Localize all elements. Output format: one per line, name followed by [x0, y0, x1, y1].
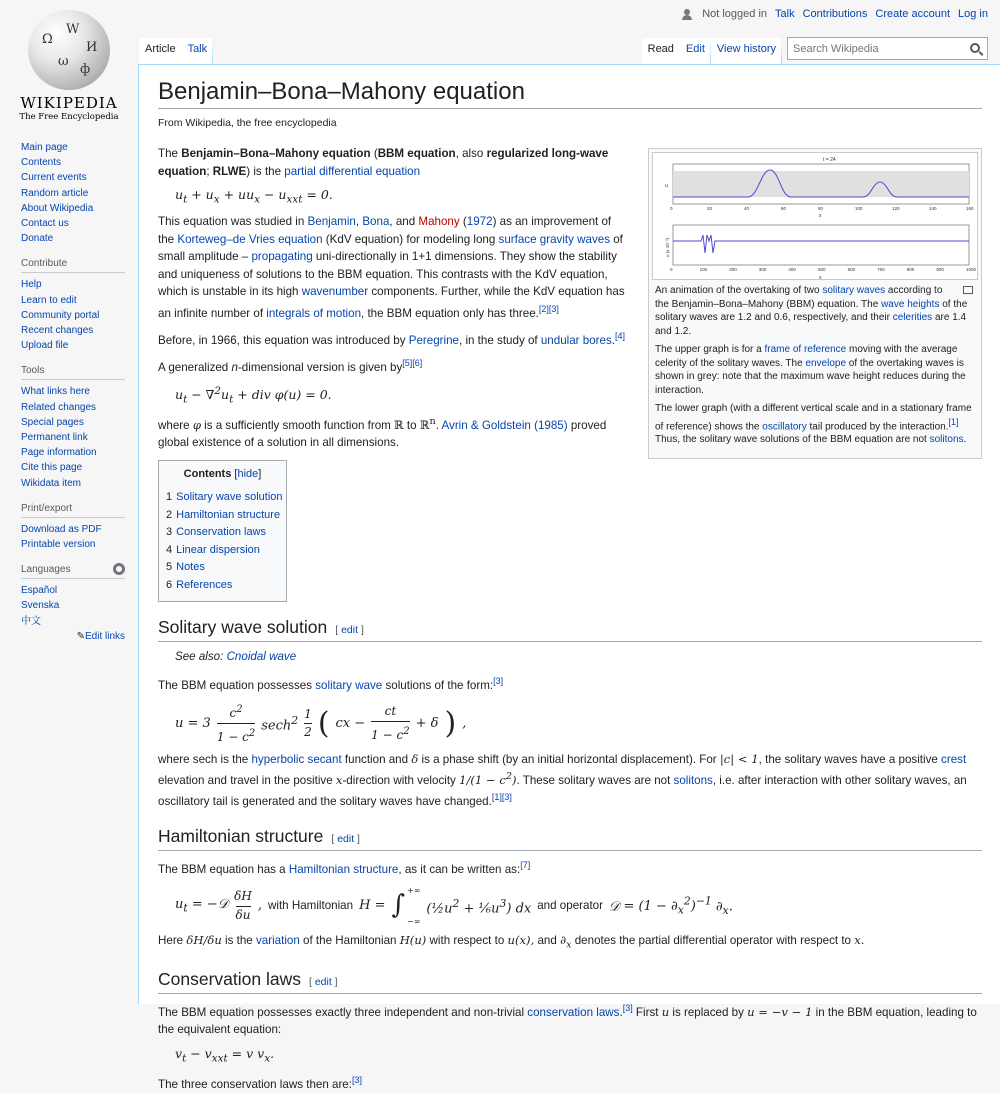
- sech-paragraph: where sech is the hyperbolic secant function and δ is a phase shift (by an initial horizontal displacement). For |c| < 1, the solitary waves have a positive crest elevation and travel in the positive x-direction with velocity $1/(1 - c^2)$. These solitary waves are not solitons, i.e. after interaction with other solitary waves, an oscillatory tail is generated and the solitary waves have changed.[1][3]: [158, 751, 967, 809]
- caption-link-solitary-waves[interactable]: solitary waves: [822, 285, 886, 296]
- link-kdv[interactable]: Korteweg–de Vries equation: [177, 232, 323, 246]
- plot-tick-label: 300: [758, 267, 767, 272]
- sidebar-language-item: [21, 583, 125, 598]
- sidebar-nav-item: [21, 140, 125, 155]
- gear-icon[interactable]: [113, 563, 125, 575]
- plot-tick-label: 700: [877, 267, 885, 272]
- sidebar-nav-link[interactable]: Main page: [21, 142, 68, 153]
- existence-paragraph: where φ is a sufficiently smooth function from ℝ to ℝ$^n$. Avrin & Goldstein (1985) proved global existence of a solution in all dimensions.: [158, 415, 607, 450]
- globe-icon: Ω W И ω ф: [28, 10, 110, 90]
- sidebar-contribute-link[interactable]: Learn to edit: [21, 294, 77, 306]
- magnify-icon[interactable]: [963, 286, 973, 294]
- sidebar-tools-item: [21, 415, 125, 430]
- tab-view-history-label: View history: [716, 43, 776, 55]
- edit-section-solitary[interactable]: edit: [341, 623, 359, 636]
- caption-p3: The lower graph (with a different vertical scale and in a stationary frame of reference) shows the oscillatory tail produced by the interaction.[1] Thus, the solitary wave solutions of the BBM equation are not solitons.: [655, 403, 972, 446]
- link-solitons[interactable]: solitons: [673, 773, 713, 787]
- sidebar-tools-item: [21, 400, 125, 415]
- toc-number: 3: [166, 526, 173, 539]
- sidebar-contribute-link[interactable]: Help: [21, 279, 42, 291]
- sidebar-nav-item: [21, 231, 125, 246]
- link-solitary-wave[interactable]: solitary wave: [315, 679, 383, 693]
- link-bona[interactable]: Bona: [362, 215, 390, 228]
- sidebar-nav-item: [21, 155, 125, 170]
- tagline: The Free Encyclopedia: [19, 112, 119, 122]
- thumbnail-caption: [652, 280, 978, 455]
- plot-tick-label: 120: [892, 206, 900, 211]
- sidebar-tools-link[interactable]: What links here: [21, 386, 90, 398]
- sidebar-language-link[interactable]: Español: [21, 585, 58, 597]
- navigation-portal: [21, 140, 125, 246]
- sidebar-nav-item: [21, 201, 125, 216]
- equivalent-equation: $v_t - v_{xxt} = v$ $v_x$.: [175, 1045, 275, 1065]
- tab-talk[interactable]: [182, 38, 214, 64]
- plot-tick-label: 1000: [966, 267, 977, 272]
- tab-edit-label: Edit: [685, 43, 705, 55]
- sidebar-nav-item: [21, 170, 125, 185]
- sidebar-tools-item: [21, 476, 125, 491]
- site-subtitle: From Wikipedia, the free encyclopedia: [158, 117, 337, 129]
- log-in-link[interactable]: Log in: [958, 8, 988, 20]
- toc-link[interactable]: Notes: [176, 561, 205, 574]
- lower-plot-frame: [673, 225, 969, 265]
- plot-tick-label: 140: [929, 206, 937, 211]
- lower-xlabel: x: [819, 275, 822, 281]
- edit-section-hamiltonian[interactable]: edit: [337, 832, 355, 845]
- toc-item[interactable]: [166, 524, 279, 542]
- sidebar-contribute-link[interactable]: Community portal: [21, 309, 100, 321]
- sidebar-nav-link[interactable]: About Wikipedia: [21, 202, 94, 214]
- link-avrin-goldstein[interactable]: Avrin & Goldstein (1985): [441, 418, 568, 432]
- sidebar-tools-link[interactable]: Related changes: [21, 401, 97, 413]
- print-portal: [21, 503, 125, 552]
- lower-ylabel: u (x 10⁻³): [665, 237, 670, 257]
- toc-link[interactable]: Hamiltonian structure: [176, 508, 281, 521]
- search-box: [787, 37, 988, 60]
- variation-paragraph: Here δH/δu is the variation of the Hamiltonian H(u) with respect to u(x), and $\partial_x$ denotes the partial differential operator with respect to x.: [158, 933, 865, 951]
- link-peregrine[interactable]: Peregrine: [408, 333, 459, 347]
- toc-title: Contents: [183, 467, 232, 480]
- sidebar-print-link[interactable]: Printable version: [21, 539, 96, 551]
- link-mahony[interactable]: Mahony: [418, 215, 460, 228]
- sidebar-language-item: [21, 614, 125, 629]
- sidebar-contribute-item: [21, 277, 125, 292]
- toc-item[interactable]: [166, 559, 279, 577]
- sidebar-language-item: [21, 598, 125, 613]
- toc-link[interactable]: References: [176, 579, 233, 592]
- edit-links[interactable]: [21, 631, 125, 642]
- animation-thumbnail: [648, 148, 982, 459]
- sidebar-contribute-item: [21, 293, 125, 308]
- caption-ref[interactable]: [1]: [948, 416, 959, 427]
- toc-item[interactable]: [166, 542, 279, 560]
- toc-hide-link[interactable]: hide: [237, 467, 259, 480]
- sidebar-print-item: [21, 522, 125, 537]
- link-pde[interactable]: partial differential equation: [284, 164, 421, 178]
- wikipedia-logo[interactable]: [10, 10, 128, 122]
- plot-tick-label: 80: [818, 206, 824, 211]
- sidebar-tools-link[interactable]: Permanent link: [21, 432, 88, 444]
- sidebar-contribute-item: [21, 323, 125, 338]
- sidebar-nav-link[interactable]: Current events: [21, 172, 87, 184]
- plot-tick-label: 40: [744, 206, 750, 211]
- bbm-equation: $u_t + u_x + uu_x - u_{xxt} = 0$.: [175, 187, 333, 206]
- sidebar-nav-link[interactable]: Contact us: [21, 218, 69, 230]
- languages-heading-row: [21, 564, 125, 579]
- sidebar-nav-item: [21, 216, 125, 231]
- link-hyperbolic-secant[interactable]: hyperbolic secant: [251, 752, 342, 766]
- sidebar-tools-link[interactable]: Wikidata item: [21, 477, 82, 489]
- toc-number: 2: [166, 508, 173, 521]
- conservation-paragraph: The BBM equation possesses exactly three independent and non-trivial conservation laws.[3] First u is replaced by u = −v − 1 in the BBM equation, leading to the equivalent equation:: [158, 1002, 977, 1037]
- contributions-link[interactable]: Contributions: [802, 8, 868, 20]
- hamiltonian-paragraph: The BBM equation has a Hamiltonian structure, as it can be written as:[7]: [158, 859, 531, 876]
- personal-tools: [682, 8, 988, 20]
- three-laws-paragraph: The three conservation laws then are:[3]: [158, 1074, 362, 1091]
- edit-links-label[interactable]: Edit links: [84, 630, 125, 642]
- animation-plot: [653, 153, 979, 281]
- contribute-heading: Contribute: [21, 258, 125, 273]
- create-account-link[interactable]: Create account: [875, 8, 951, 20]
- sidebar-tools-item: [21, 384, 125, 399]
- caption-p2: The upper graph is for a frame of reference moving with the average celerity of the solitary waves. The envelope of the overtaking waves is shown in grey: note that the maximum wave height reduces during the interaction.: [655, 344, 966, 396]
- link-1972[interactable]: 1972: [466, 215, 493, 228]
- toc-link[interactable]: Solitary wave solution: [176, 491, 283, 504]
- sidebar-contribute-item: [21, 338, 125, 353]
- toc-item[interactable]: [166, 577, 279, 595]
- link-cnoidal-wave[interactable]: Cnoidal wave: [226, 649, 297, 663]
- link-surface-gravity-waves[interactable]: surface gravity waves: [498, 232, 611, 246]
- link-variation[interactable]: variation: [255, 934, 300, 948]
- link-undular-bores[interactable]: undular bores: [540, 333, 612, 347]
- caption-link-solitons[interactable]: solitons: [929, 434, 964, 446]
- section-hamiltonian-title: Hamiltonian structure: [158, 825, 324, 846]
- toc-link[interactable]: Linear dispersion: [176, 543, 260, 556]
- toc-number: 5: [166, 561, 173, 574]
- link-propagating[interactable]: propagating: [251, 250, 313, 263]
- sidebar-nav-item: [21, 186, 125, 201]
- sidebar-language-link[interactable]: Svenska: [21, 600, 60, 612]
- sidebar-contribute-link[interactable]: Recent changes: [21, 325, 94, 337]
- link-conservation-laws[interactable]: conservation laws: [527, 1005, 620, 1019]
- upper-xlabel: x: [819, 213, 822, 219]
- user-icon: [682, 9, 692, 20]
- plot-tick-label: 0: [670, 206, 673, 211]
- link-benjamin[interactable]: Benjamin: [307, 215, 356, 228]
- tools-portal: [21, 365, 125, 490]
- upper-ylabel: u: [665, 183, 668, 189]
- section-conservation-title: Conservation laws: [158, 968, 301, 989]
- plot-tick-label: 100: [699, 267, 708, 272]
- caption-link-frame-of-reference[interactable]: frame of reference: [764, 344, 847, 355]
- sidebar-tools-item: [21, 445, 125, 460]
- not-logged-in-text: Not logged in: [702, 8, 768, 20]
- sidebar: [21, 140, 125, 654]
- intro-paragraph: The Benjamin–Bona–Mahony equation (BBM equation, also regularized long-wave equation; RLWE) is the partial differential equation: [158, 147, 609, 178]
- talk-link[interactable]: Talk: [775, 8, 795, 20]
- plot-tick-label: 20: [707, 206, 713, 211]
- plot-tick-label: 0: [670, 267, 673, 272]
- sidebar-print-item: [21, 537, 125, 552]
- tab-read-label: Read: [647, 43, 674, 55]
- toc-number: 4: [166, 543, 173, 556]
- tab-edit[interactable]: [680, 38, 711, 64]
- toc-title-row: Contents [hide]: [183, 467, 262, 480]
- plot-tick-label: 100: [855, 206, 863, 211]
- languages-portal: [21, 564, 125, 642]
- sidebar-nav-link[interactable]: Random article: [21, 187, 89, 199]
- sidebar-nav-link[interactable]: Donate: [21, 233, 54, 245]
- generalized-paragraph: A generalized n-dimensional version is given by[5][6]: [158, 358, 423, 375]
- caption-link-oscillatory[interactable]: oscillatory: [762, 420, 807, 432]
- plot-tick-label: 800: [906, 267, 915, 272]
- sidebar-tools-link[interactable]: Special pages: [21, 416, 84, 428]
- tab-article-label: Article: [145, 43, 176, 55]
- toc-number: 6: [166, 579, 173, 592]
- sidebar-nav-link[interactable]: Contents: [21, 157, 62, 169]
- caption-p1: An animation of the overtaking of two solitary waves according to the Benjamin–Bona–Mahony (BBM) equation. The wave heights of the solitary waves are 1.2 and 0.6, respectively, and their celerities are 1.4 and 1.2.: [655, 285, 968, 337]
- section-heading-conservation: Conservation laws [ edit ]: [158, 968, 982, 994]
- plot-tick-label: 600: [847, 267, 856, 272]
- hamiltonian-equation: $u_t$ = −𝒟 δH δu , with Hamiltonian H = ∫ +∞ −∞ ($\frac{1}{2}u^2$ + $\frac{1}{6}u^3$) dx and operator 𝒟 = $(1 - \partial_x^2)^{-1}$ $\partial_x$.: [175, 885, 733, 927]
- sidebar-language-link[interactable]: 中文: [21, 615, 41, 627]
- edit-section-conservation[interactable]: edit: [314, 975, 332, 988]
- generalized-equation: $u_t - \nabla^2u_t$ + div φ(u) = 0.: [175, 384, 332, 406]
- contribute-portal: [21, 258, 125, 353]
- wordmark: WIKIPEDIA: [20, 94, 118, 112]
- peregrine-paragraph: Before, in 1966, this equation was introduced by Peregrine, in the study of undular bores.[4]: [158, 330, 626, 347]
- sidebar-tools-link[interactable]: Page information: [21, 447, 97, 459]
- tab-talk-label: Talk: [187, 43, 208, 55]
- plot-tick-label: 500: [818, 267, 826, 272]
- section-solitary-title: Solitary wave solution: [158, 616, 328, 637]
- history-paragraph: This equation was studied in Benjamin, Bona, and Mahony (1972) as an improvement of the Korteweg–de Vries equation (KdV equation) for modeling long surface gravity waves of small amplitude – propagating uni-directionally in 1+1 dimensions. They show the stability and uniqueness of solutions to the BBM equation. This contrasts with the KdV equation, which is unstable in its high wavenumber components. Further, while the KdV equation has an infinite number of integrals of motion, the BBM equation only has three.[2][3]: [158, 215, 625, 320]
- sidebar-contribute-item: [21, 308, 125, 323]
- languages-heading: Languages: [21, 564, 71, 576]
- tab-article[interactable]: [139, 38, 182, 64]
- link-integrals-of-motion[interactable]: integrals of motion: [266, 306, 362, 320]
- plot-tick-label: 160: [966, 206, 974, 211]
- plot-tick-label: 200: [729, 267, 737, 272]
- caption-link-celerities[interactable]: celerities: [892, 312, 933, 323]
- hatnote: See also: Cnoidal wave: [175, 649, 297, 663]
- print-heading: Print/export: [21, 503, 125, 518]
- link-crest[interactable]: crest: [941, 752, 967, 766]
- sidebar-tools-item: [21, 430, 125, 445]
- table-of-contents: [158, 460, 287, 602]
- section-heading-hamiltonian: Hamiltonian structure [ edit ]: [158, 825, 982, 851]
- pencil-icon: ✎: [76, 630, 85, 642]
- envelope-band: [673, 171, 969, 197]
- caption-link-wave-heights[interactable]: wave heights: [881, 298, 940, 310]
- sidebar-tools-item: [21, 460, 125, 475]
- link-hamiltonian-structure[interactable]: Hamiltonian structure: [288, 862, 399, 876]
- tools-heading: Tools: [21, 365, 125, 380]
- animation-image[interactable]: [652, 152, 978, 280]
- toc-number: 1: [166, 491, 173, 504]
- search-icon[interactable]: [970, 43, 980, 53]
- sidebar-contribute-link[interactable]: Upload file: [21, 340, 69, 352]
- toc-item[interactable]: [166, 507, 279, 525]
- plot-tick-label: 60: [781, 206, 787, 211]
- tab-read[interactable]: [642, 38, 680, 64]
- sidebar-tools-link[interactable]: Cite this page: [21, 462, 83, 474]
- section-heading-solitary: Solitary wave solution [ edit ]: [158, 616, 982, 642]
- plot-title: t = 24: [823, 157, 836, 163]
- namespace-tabs: [139, 38, 213, 64]
- sidebar-print-link[interactable]: Download as PDF: [21, 523, 102, 535]
- solitary-paragraph: The BBM equation possesses solitary wave solutions of the form:[3]: [158, 676, 504, 693]
- plot-tick-label: 400: [788, 267, 796, 272]
- toc-item[interactable]: [166, 489, 283, 507]
- caption-link-envelope[interactable]: envelope: [805, 357, 847, 369]
- link-wavenumber[interactable]: wavenumber: [301, 285, 369, 298]
- search-input[interactable]: [788, 43, 958, 55]
- solitary-solution-equation: u = 3 $c^2$ $1 - c^2$ sech$^2$ 1 2 ( cx − $\frac{ct}{1 - c^2}$ + δ ) ,: [175, 701, 981, 747]
- plot-tick-label: 900: [936, 267, 944, 272]
- toc-link[interactable]: Conservation laws: [176, 526, 266, 539]
- view-tabs: [642, 38, 782, 64]
- page-title: Benjamin–Bona–Mahony equation: [158, 77, 982, 109]
- tab-view-history[interactable]: [711, 38, 782, 64]
